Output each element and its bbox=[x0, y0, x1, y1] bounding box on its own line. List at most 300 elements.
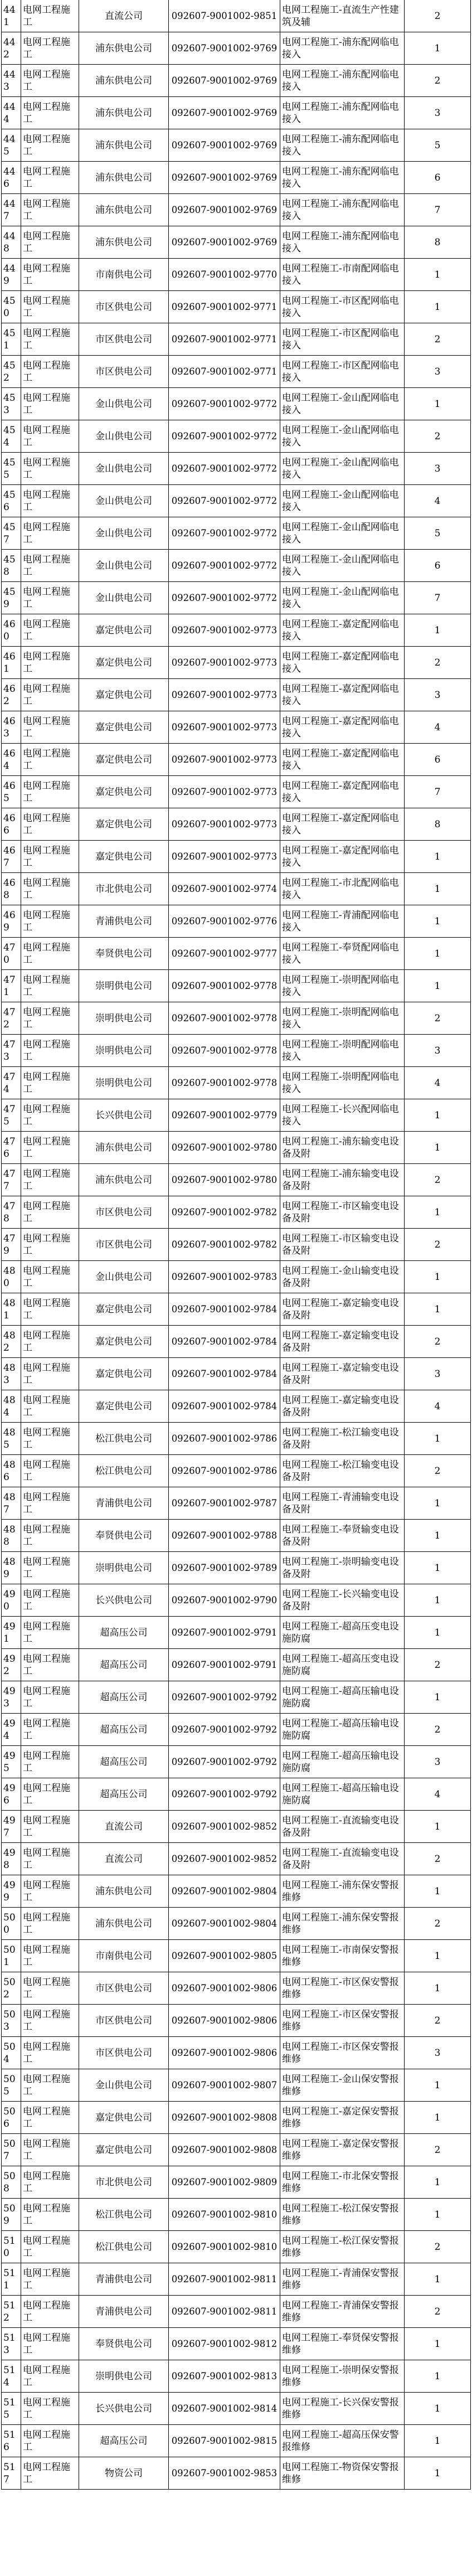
cell-unit: 浦东供电公司 bbox=[79, 97, 169, 129]
cell-serial-number: 465 bbox=[2, 776, 21, 808]
cell-lot-number: 2 bbox=[405, 2134, 471, 2166]
table-row bbox=[2, 938, 471, 970]
cell-category: 电网工程施工 bbox=[21, 1390, 79, 1423]
cell-category: 电网工程施工 bbox=[21, 905, 79, 938]
cell-lot-number: 1 bbox=[405, 1681, 471, 1714]
cell-project-code: 092607-9001002-9784 bbox=[169, 1326, 280, 1358]
cell-project-name: 电网工程施工-松江保安警报维修 bbox=[280, 2199, 405, 2231]
cell-lot-number: 8 bbox=[405, 808, 471, 841]
cell-project-name: 电网工程施工-超高压输电设施防腐 bbox=[280, 1681, 405, 1714]
table-row bbox=[2, 2360, 471, 2393]
cell-project-name: 电网工程施工-市区配网临电接入 bbox=[280, 356, 405, 388]
cell-category: 电网工程施工 bbox=[21, 291, 79, 323]
cell-project-name: 电网工程施工-金山配网临电接入 bbox=[280, 582, 405, 614]
table-row bbox=[2, 873, 471, 905]
cell-project-name: 电网工程施工-市南保安警报维修 bbox=[280, 1940, 405, 1972]
cell-lot-number: 4 bbox=[405, 1778, 471, 1811]
cell-lot-number: 3 bbox=[405, 2037, 471, 2069]
cell-unit: 直流公司 bbox=[79, 1811, 169, 1843]
cell-unit: 直流公司 bbox=[79, 1843, 169, 1875]
table-row bbox=[2, 1746, 471, 1778]
cell-project-code: 092607-9001002-9778 bbox=[169, 1002, 280, 1035]
cell-unit: 金山供电公司 bbox=[79, 420, 169, 453]
cell-project-name: 电网工程施工-市区保安警报维修 bbox=[280, 2005, 405, 2037]
cell-unit: 青浦供电公司 bbox=[79, 905, 169, 938]
cell-serial-number: 488 bbox=[2, 1520, 21, 1552]
cell-serial-number: 449 bbox=[2, 259, 21, 291]
cell-project-name: 电网工程施工-浦东配网临电接入 bbox=[280, 194, 405, 226]
cell-serial-number: 459 bbox=[2, 582, 21, 614]
cell-project-code: 092607-9001002-9773 bbox=[169, 614, 280, 647]
cell-category: 电网工程施工 bbox=[21, 1455, 79, 1487]
cell-lot-number: 6 bbox=[405, 550, 471, 582]
cell-unit: 金山供电公司 bbox=[79, 582, 169, 614]
table-row bbox=[2, 2393, 471, 2425]
table-row bbox=[2, 2263, 471, 2296]
cell-serial-number: 489 bbox=[2, 1552, 21, 1584]
cell-lot-number: 1 bbox=[405, 1584, 471, 1617]
cell-serial-number: 484 bbox=[2, 1390, 21, 1423]
table-row bbox=[2, 1714, 471, 1746]
cell-category: 电网工程施工 bbox=[21, 1099, 79, 1132]
cell-category: 电网工程施工 bbox=[21, 2393, 79, 2425]
cell-project-name: 电网工程施工-崇明保安警报维修 bbox=[280, 2360, 405, 2393]
cell-project-name: 电网工程施工-嘉定配网临电接入 bbox=[280, 808, 405, 841]
cell-serial-number: 504 bbox=[2, 2037, 21, 2069]
table-row bbox=[2, 1002, 471, 1035]
cell-project-code: 092607-9001002-9807 bbox=[169, 2069, 280, 2102]
table-row bbox=[2, 1455, 471, 1487]
cell-unit: 市区供电公司 bbox=[79, 1229, 169, 1261]
cell-lot-number: 3 bbox=[405, 679, 471, 711]
cell-serial-number: 476 bbox=[2, 1132, 21, 1164]
table-row bbox=[2, 0, 471, 32]
cell-project-code: 092607-9001002-9810 bbox=[169, 2199, 280, 2231]
cell-lot-number: 2 bbox=[405, 2231, 471, 2263]
cell-category: 电网工程施工 bbox=[21, 129, 79, 162]
cell-category: 电网工程施工 bbox=[21, 1002, 79, 1035]
cell-category: 电网工程施工 bbox=[21, 1649, 79, 1681]
cell-serial-number: 487 bbox=[2, 1487, 21, 1520]
cell-serial-number: 456 bbox=[2, 485, 21, 517]
cell-project-code: 092607-9001002-9769 bbox=[169, 32, 280, 65]
table-row bbox=[2, 2005, 471, 2037]
cell-lot-number: 1 bbox=[405, 614, 471, 647]
cell-lot-number: 1 bbox=[405, 1487, 471, 1520]
cell-project-code: 092607-9001002-9772 bbox=[169, 582, 280, 614]
cell-project-name: 电网工程施工-松江输变电设备及附 bbox=[280, 1423, 405, 1455]
cell-serial-number: 470 bbox=[2, 938, 21, 970]
table-row bbox=[2, 905, 471, 938]
cell-unit: 嘉定供电公司 bbox=[79, 1390, 169, 1423]
cell-project-name: 电网工程施工-浦东保安警报维修 bbox=[280, 1908, 405, 1940]
cell-category: 电网工程施工 bbox=[21, 2263, 79, 2296]
cell-category: 电网工程施工 bbox=[21, 0, 79, 32]
cell-project-name: 电网工程施工-青浦保安警报维修 bbox=[280, 2296, 405, 2328]
cell-lot-number: 7 bbox=[405, 194, 471, 226]
cell-category: 电网工程施工 bbox=[21, 679, 79, 711]
cell-serial-number: 451 bbox=[2, 323, 21, 356]
cell-unit: 青浦供电公司 bbox=[79, 1487, 169, 1520]
cell-serial-number: 481 bbox=[2, 1293, 21, 1326]
cell-project-code: 092607-9001002-9788 bbox=[169, 1520, 280, 1552]
cell-lot-number: 2 bbox=[405, 0, 471, 32]
cell-project-name: 电网工程施工-金山配网临电接入 bbox=[280, 550, 405, 582]
table-row bbox=[2, 2296, 471, 2328]
cell-project-name: 电网工程施工-市区配网临电接入 bbox=[280, 291, 405, 323]
cell-project-code: 092607-9001002-9780 bbox=[169, 1132, 280, 1164]
cell-unit: 崇明供电公司 bbox=[79, 1035, 169, 1067]
cell-serial-number: 467 bbox=[2, 841, 21, 873]
cell-project-code: 092607-9001002-9813 bbox=[169, 2360, 280, 2393]
cell-lot-number: 1 bbox=[405, 2457, 471, 2490]
cell-lot-number: 2 bbox=[405, 1649, 471, 1681]
cell-unit: 直流公司 bbox=[79, 0, 169, 32]
cell-project-name: 电网工程施工-青浦配网临电接入 bbox=[280, 905, 405, 938]
cell-project-name: 电网工程施工-嘉定输变电设备及附 bbox=[280, 1293, 405, 1326]
cell-serial-number: 452 bbox=[2, 356, 21, 388]
cell-serial-number: 453 bbox=[2, 388, 21, 420]
cell-serial-number: 454 bbox=[2, 420, 21, 453]
cell-serial-number: 464 bbox=[2, 744, 21, 776]
cell-lot-number: 1 bbox=[405, 1099, 471, 1132]
table-row bbox=[2, 1099, 471, 1132]
cell-serial-number: 462 bbox=[2, 679, 21, 711]
table-row bbox=[2, 2037, 471, 2069]
cell-serial-number: 450 bbox=[2, 291, 21, 323]
cell-serial-number: 479 bbox=[2, 1229, 21, 1261]
cell-project-code: 092607-9001002-9789 bbox=[169, 1552, 280, 1584]
table-row bbox=[2, 1423, 471, 1455]
cell-lot-number: 1 bbox=[405, 2328, 471, 2360]
cell-project-name: 电网工程施工-金山配网临电接入 bbox=[280, 517, 405, 550]
cell-unit: 嘉定供电公司 bbox=[79, 776, 169, 808]
cell-unit: 嘉定供电公司 bbox=[79, 1326, 169, 1358]
cell-lot-number: 5 bbox=[405, 517, 471, 550]
cell-project-code: 092607-9001002-9769 bbox=[169, 97, 280, 129]
table-row bbox=[2, 388, 471, 420]
cell-unit: 浦东供电公司 bbox=[79, 1132, 169, 1164]
table-row bbox=[2, 1584, 471, 1617]
cell-project-code: 092607-9001002-9809 bbox=[169, 2166, 280, 2199]
cell-lot-number: 1 bbox=[405, 873, 471, 905]
cell-project-name: 电网工程施工-崇明配网临电接入 bbox=[280, 1035, 405, 1067]
cell-unit: 崇明供电公司 bbox=[79, 1552, 169, 1584]
cell-category: 电网工程施工 bbox=[21, 2166, 79, 2199]
cell-project-code: 092607-9001002-9786 bbox=[169, 1423, 280, 1455]
cell-serial-number: 501 bbox=[2, 1940, 21, 1972]
cell-serial-number: 493 bbox=[2, 1681, 21, 1714]
cell-category: 电网工程施工 bbox=[21, 776, 79, 808]
cell-category: 电网工程施工 bbox=[21, 938, 79, 970]
cell-serial-number: 499 bbox=[2, 1875, 21, 1908]
cell-category: 电网工程施工 bbox=[21, 1423, 79, 1455]
cell-lot-number: 3 bbox=[405, 356, 471, 388]
data-table bbox=[1, 0, 471, 2490]
cell-category: 电网工程施工 bbox=[21, 2425, 79, 2457]
cell-category: 电网工程施工 bbox=[21, 2231, 79, 2263]
cell-category: 电网工程施工 bbox=[21, 550, 79, 582]
cell-project-name: 电网工程施工-嘉定配网临电接入 bbox=[280, 614, 405, 647]
cell-unit: 市区供电公司 bbox=[79, 323, 169, 356]
cell-unit: 奉贤供电公司 bbox=[79, 938, 169, 970]
cell-project-code: 092607-9001002-9773 bbox=[169, 808, 280, 841]
cell-serial-number: 444 bbox=[2, 97, 21, 129]
table-row bbox=[2, 2457, 471, 2490]
cell-lot-number: 4 bbox=[405, 1067, 471, 1099]
cell-lot-number: 1 bbox=[405, 2360, 471, 2393]
table-row bbox=[2, 1843, 471, 1875]
cell-unit: 嘉定供电公司 bbox=[79, 711, 169, 744]
cell-project-name: 电网工程施工-金山配网临电接入 bbox=[280, 420, 405, 453]
cell-lot-number: 1 bbox=[405, 1293, 471, 1326]
cell-category: 电网工程施工 bbox=[21, 2069, 79, 2102]
cell-serial-number: 472 bbox=[2, 1002, 21, 1035]
cell-category: 电网工程施工 bbox=[21, 1681, 79, 1714]
cell-unit: 长兴供电公司 bbox=[79, 2393, 169, 2425]
cell-category: 电网工程施工 bbox=[21, 2296, 79, 2328]
cell-serial-number: 495 bbox=[2, 1746, 21, 1778]
cell-project-code: 092607-9001002-9773 bbox=[169, 841, 280, 873]
table-row bbox=[2, 2102, 471, 2134]
cell-project-code: 092607-9001002-9770 bbox=[169, 259, 280, 291]
cell-category: 电网工程施工 bbox=[21, 1584, 79, 1617]
cell-category: 电网工程施工 bbox=[21, 1132, 79, 1164]
cell-project-code: 092607-9001002-9771 bbox=[169, 323, 280, 356]
cell-project-code: 092607-9001002-9769 bbox=[169, 65, 280, 97]
cell-serial-number: 485 bbox=[2, 1423, 21, 1455]
cell-unit: 崇明供电公司 bbox=[79, 1002, 169, 1035]
table-row bbox=[2, 1035, 471, 1067]
cell-unit: 浦东供电公司 bbox=[79, 129, 169, 162]
cell-category: 电网工程施工 bbox=[21, 2134, 79, 2166]
cell-lot-number: 1 bbox=[405, 1552, 471, 1584]
cell-category: 电网工程施工 bbox=[21, 808, 79, 841]
cell-unit: 金山供电公司 bbox=[79, 517, 169, 550]
cell-project-code: 092607-9001002-9773 bbox=[169, 776, 280, 808]
cell-project-name: 电网工程施工-长兴保安警报维修 bbox=[280, 2393, 405, 2425]
cell-category: 电网工程施工 bbox=[21, 1358, 79, 1390]
cell-project-name: 电网工程施工-金山输变电设备及附 bbox=[280, 1261, 405, 1293]
cell-serial-number: 515 bbox=[2, 2393, 21, 2425]
cell-unit: 超高压公司 bbox=[79, 1714, 169, 1746]
cell-category: 电网工程施工 bbox=[21, 1972, 79, 2005]
cell-lot-number: 8 bbox=[405, 226, 471, 259]
cell-unit: 松江供电公司 bbox=[79, 1455, 169, 1487]
cell-unit: 超高压公司 bbox=[79, 1649, 169, 1681]
cell-category: 电网工程施工 bbox=[21, 1520, 79, 1552]
cell-lot-number: 6 bbox=[405, 162, 471, 194]
table-row bbox=[2, 162, 471, 194]
cell-unit: 物资公司 bbox=[79, 2457, 169, 2490]
cell-category: 电网工程施工 bbox=[21, 420, 79, 453]
cell-lot-number: 1 bbox=[405, 2199, 471, 2231]
cell-serial-number: 511 bbox=[2, 2263, 21, 2296]
cell-serial-number: 508 bbox=[2, 2166, 21, 2199]
cell-lot-number: 2 bbox=[405, 1229, 471, 1261]
cell-project-name: 电网工程施工-浦东配网临电接入 bbox=[280, 97, 405, 129]
table-row bbox=[2, 453, 471, 485]
cell-serial-number: 497 bbox=[2, 1811, 21, 1843]
cell-category: 电网工程施工 bbox=[21, 1164, 79, 1196]
cell-serial-number: 466 bbox=[2, 808, 21, 841]
cell-project-code: 092607-9001002-9852 bbox=[169, 1843, 280, 1875]
cell-category: 电网工程施工 bbox=[21, 841, 79, 873]
cell-serial-number: 458 bbox=[2, 550, 21, 582]
cell-project-name: 电网工程施工-市区配网临电接入 bbox=[280, 323, 405, 356]
cell-project-name: 电网工程施工-超高压输电设施防腐 bbox=[280, 1714, 405, 1746]
cell-project-name: 电网工程施工-浦东输变电设备及附 bbox=[280, 1164, 405, 1196]
cell-lot-number: 1 bbox=[405, 970, 471, 1002]
cell-project-code: 092607-9001002-9777 bbox=[169, 938, 280, 970]
cell-lot-number: 3 bbox=[405, 1746, 471, 1778]
cell-category: 电网工程施工 bbox=[21, 485, 79, 517]
cell-category: 电网工程施工 bbox=[21, 2328, 79, 2360]
cell-category: 电网工程施工 bbox=[21, 2102, 79, 2134]
table-row bbox=[2, 1649, 471, 1681]
cell-project-code: 092607-9001002-9792 bbox=[169, 1746, 280, 1778]
cell-lot-number: 4 bbox=[405, 1390, 471, 1423]
cell-project-code: 092607-9001002-9792 bbox=[169, 1714, 280, 1746]
table-row bbox=[2, 1778, 471, 1811]
cell-unit: 超高压公司 bbox=[79, 1746, 169, 1778]
table-row bbox=[2, 1326, 471, 1358]
cell-project-code: 092607-9001002-9852 bbox=[169, 1811, 280, 1843]
cell-lot-number: 3 bbox=[405, 97, 471, 129]
cell-lot-number: 2 bbox=[405, 1908, 471, 1940]
cell-unit: 浦东供电公司 bbox=[79, 162, 169, 194]
cell-project-name: 电网工程施工-浦东保安警报维修 bbox=[280, 1875, 405, 1908]
table-row bbox=[2, 323, 471, 356]
cell-lot-number: 1 bbox=[405, 1132, 471, 1164]
cell-project-code: 092607-9001002-9772 bbox=[169, 550, 280, 582]
cell-project-code: 092607-9001002-9778 bbox=[169, 1067, 280, 1099]
cell-project-name: 电网工程施工-奉贤保安警报维修 bbox=[280, 2328, 405, 2360]
table-row bbox=[2, 194, 471, 226]
cell-category: 电网工程施工 bbox=[21, 1714, 79, 1746]
cell-unit: 奉贤供电公司 bbox=[79, 1520, 169, 1552]
table-row bbox=[2, 1552, 471, 1584]
cell-serial-number: 502 bbox=[2, 1972, 21, 2005]
cell-project-name: 电网工程施工-嘉定配网临电接入 bbox=[280, 841, 405, 873]
table-row bbox=[2, 1358, 471, 1390]
cell-serial-number: 486 bbox=[2, 1455, 21, 1487]
cell-serial-number: 448 bbox=[2, 226, 21, 259]
cell-serial-number: 469 bbox=[2, 905, 21, 938]
cell-category: 电网工程施工 bbox=[21, 162, 79, 194]
cell-lot-number: 1 bbox=[405, 2425, 471, 2457]
cell-project-name: 电网工程施工-金山配网临电接入 bbox=[280, 453, 405, 485]
cell-project-code: 092607-9001002-9806 bbox=[169, 2005, 280, 2037]
cell-category: 电网工程施工 bbox=[21, 1229, 79, 1261]
cell-category: 电网工程施工 bbox=[21, 388, 79, 420]
table-body bbox=[2, 0, 471, 2490]
table-row bbox=[2, 1196, 471, 1229]
cell-project-code: 092607-9001002-9772 bbox=[169, 453, 280, 485]
cell-serial-number: 445 bbox=[2, 129, 21, 162]
cell-project-name: 电网工程施工-超高压输电设施防腐 bbox=[280, 1778, 405, 1811]
cell-serial-number: 478 bbox=[2, 1196, 21, 1229]
cell-unit: 嘉定供电公司 bbox=[79, 2134, 169, 2166]
cell-category: 电网工程施工 bbox=[21, 1293, 79, 1326]
cell-category: 电网工程施工 bbox=[21, 1617, 79, 1649]
cell-unit: 金山供电公司 bbox=[79, 388, 169, 420]
cell-category: 电网工程施工 bbox=[21, 647, 79, 679]
cell-lot-number: 2 bbox=[405, 1843, 471, 1875]
cell-unit: 松江供电公司 bbox=[79, 2199, 169, 2231]
cell-unit: 金山供电公司 bbox=[79, 550, 169, 582]
cell-serial-number: 482 bbox=[2, 1326, 21, 1358]
cell-category: 电网工程施工 bbox=[21, 1326, 79, 1358]
cell-project-name: 电网工程施工-浦东配网临电接入 bbox=[280, 129, 405, 162]
cell-serial-number: 506 bbox=[2, 2102, 21, 2134]
cell-lot-number: 2 bbox=[405, 65, 471, 97]
table-row bbox=[2, 776, 471, 808]
cell-project-name: 电网工程施工-市南配网临电接入 bbox=[280, 259, 405, 291]
cell-category: 电网工程施工 bbox=[21, 1261, 79, 1293]
cell-project-code: 092607-9001002-9810 bbox=[169, 2231, 280, 2263]
cell-project-name: 电网工程施工-超高压变电设施防腐 bbox=[280, 1649, 405, 1681]
cell-serial-number: 505 bbox=[2, 2069, 21, 2102]
cell-unit: 市北供电公司 bbox=[79, 873, 169, 905]
table-row bbox=[2, 1520, 471, 1552]
cell-unit: 长兴供电公司 bbox=[79, 1584, 169, 1617]
cell-unit: 超高压公司 bbox=[79, 1681, 169, 1714]
cell-project-name: 电网工程施工-长兴配网临电接入 bbox=[280, 1099, 405, 1132]
cell-serial-number: 461 bbox=[2, 647, 21, 679]
cell-unit: 金山供电公司 bbox=[79, 453, 169, 485]
cell-project-name: 电网工程施工-超高压保安警报维修 bbox=[280, 2425, 405, 2457]
cell-project-code: 092607-9001002-9769 bbox=[169, 162, 280, 194]
cell-project-name: 电网工程施工-市区输变电设备及附 bbox=[280, 1196, 405, 1229]
table-row bbox=[2, 2134, 471, 2166]
table-row bbox=[2, 1681, 471, 1714]
cell-category: 电网工程施工 bbox=[21, 582, 79, 614]
cell-project-name: 电网工程施工-浦东配网临电接入 bbox=[280, 226, 405, 259]
cell-unit: 嘉定供电公司 bbox=[79, 808, 169, 841]
table-row bbox=[2, 808, 471, 841]
cell-lot-number: 1 bbox=[405, 1423, 471, 1455]
cell-category: 电网工程施工 bbox=[21, 97, 79, 129]
cell-project-name: 电网工程施工-嘉定配网临电接入 bbox=[280, 776, 405, 808]
cell-serial-number: 483 bbox=[2, 1358, 21, 1390]
table-row bbox=[2, 711, 471, 744]
cell-project-code: 092607-9001002-9772 bbox=[169, 388, 280, 420]
cell-project-name: 电网工程施工-嘉定配网临电接入 bbox=[280, 744, 405, 776]
cell-category: 电网工程施工 bbox=[21, 356, 79, 388]
cell-lot-number: 1 bbox=[405, 32, 471, 65]
cell-project-code: 092607-9001002-9853 bbox=[169, 2457, 280, 2490]
cell-project-name: 电网工程施工-金山配网临电接入 bbox=[280, 485, 405, 517]
cell-unit: 嘉定供电公司 bbox=[79, 679, 169, 711]
cell-lot-number: 1 bbox=[405, 1972, 471, 2005]
cell-project-code: 092607-9001002-9780 bbox=[169, 1164, 280, 1196]
cell-unit: 金山供电公司 bbox=[79, 2069, 169, 2102]
cell-unit: 浦东供电公司 bbox=[79, 1908, 169, 1940]
cell-project-code: 092607-9001002-9769 bbox=[169, 129, 280, 162]
cell-project-code: 092607-9001002-9773 bbox=[169, 647, 280, 679]
cell-project-name: 电网工程施工-松江保安警报维修 bbox=[280, 2231, 405, 2263]
cell-unit: 超高压公司 bbox=[79, 1778, 169, 1811]
cell-project-code: 092607-9001002-9769 bbox=[169, 194, 280, 226]
cell-unit: 崇明供电公司 bbox=[79, 1067, 169, 1099]
cell-lot-number: 1 bbox=[405, 841, 471, 873]
cell-lot-number: 1 bbox=[405, 1811, 471, 1843]
cell-lot-number: 1 bbox=[405, 1617, 471, 1649]
cell-category: 电网工程施工 bbox=[21, 1035, 79, 1067]
cell-category: 电网工程施工 bbox=[21, 517, 79, 550]
table-row bbox=[2, 2328, 471, 2360]
